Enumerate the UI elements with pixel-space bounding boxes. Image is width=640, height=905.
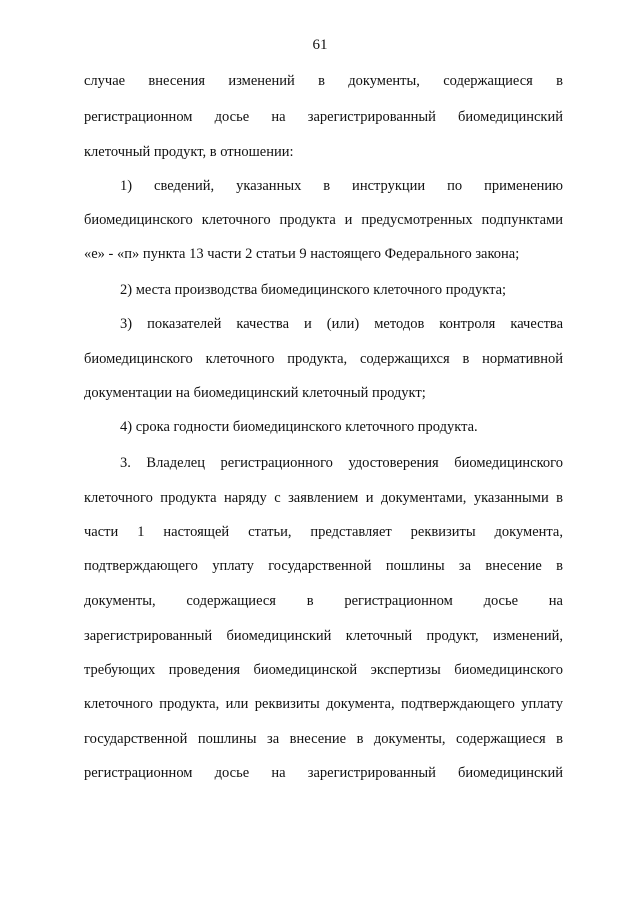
text-line: подтверждающего уплату государственной пошлины за внесение в <box>84 558 563 574</box>
text-line: 3) показателей качества и (или) методов контроля качества <box>120 316 563 332</box>
text-line: клеточного продукта, или реквизиты документа, подтверждающего уплату <box>84 696 563 712</box>
text-line: части 1 настоящей статьи, представляет реквизиты документа, <box>84 524 563 540</box>
text-line: документации на биомедицинский клеточный продукт; <box>84 385 426 401</box>
text-line: клеточного продукта наряду с заявлением и документами, указанными в <box>84 490 563 506</box>
text-line: документы, содержащиеся в регистрационном досье на <box>84 593 563 609</box>
text-line: регистрационном досье на зарегистрированный биомедицинский <box>84 109 563 125</box>
text-line: биомедицинского клеточного продукта, содержащихся в нормативной <box>84 351 563 367</box>
text-line: 1) сведений, указанных в инструкции по применению <box>120 178 563 194</box>
page-number: 61 <box>312 37 328 53</box>
text-line: 3. Владелец регистрационного удостоверения биомедицинского <box>120 455 563 471</box>
text-line: клеточный продукт, в отношении: <box>84 144 294 160</box>
text-line: регистрационном досье на зарегистрированный биомедицинский <box>84 765 563 781</box>
text-line: 2) места производства биомедицинского клеточного продукта; <box>120 282 507 298</box>
text-line: случае внесения изменений в документы, содержащиеся в <box>84 73 563 89</box>
text-line: государственной пошлины за внесение в документы, содержащиеся в <box>84 731 563 747</box>
text-line: «е» - «п» пункта 13 части 2 статьи 9 настоящего Федерального закона; <box>84 246 520 262</box>
text-line: биомедицинского клеточного продукта и предусмотренных подпунктами <box>84 212 563 228</box>
text-line: 4) срока годности биомедицинского клеточного продукта. <box>120 419 478 435</box>
text-line: зарегистрированный биомедицинский клеточный продукт, изменений, <box>84 628 563 644</box>
text-line: требующих проведения биомедицинской экспертизы биомедицинского <box>84 662 563 678</box>
